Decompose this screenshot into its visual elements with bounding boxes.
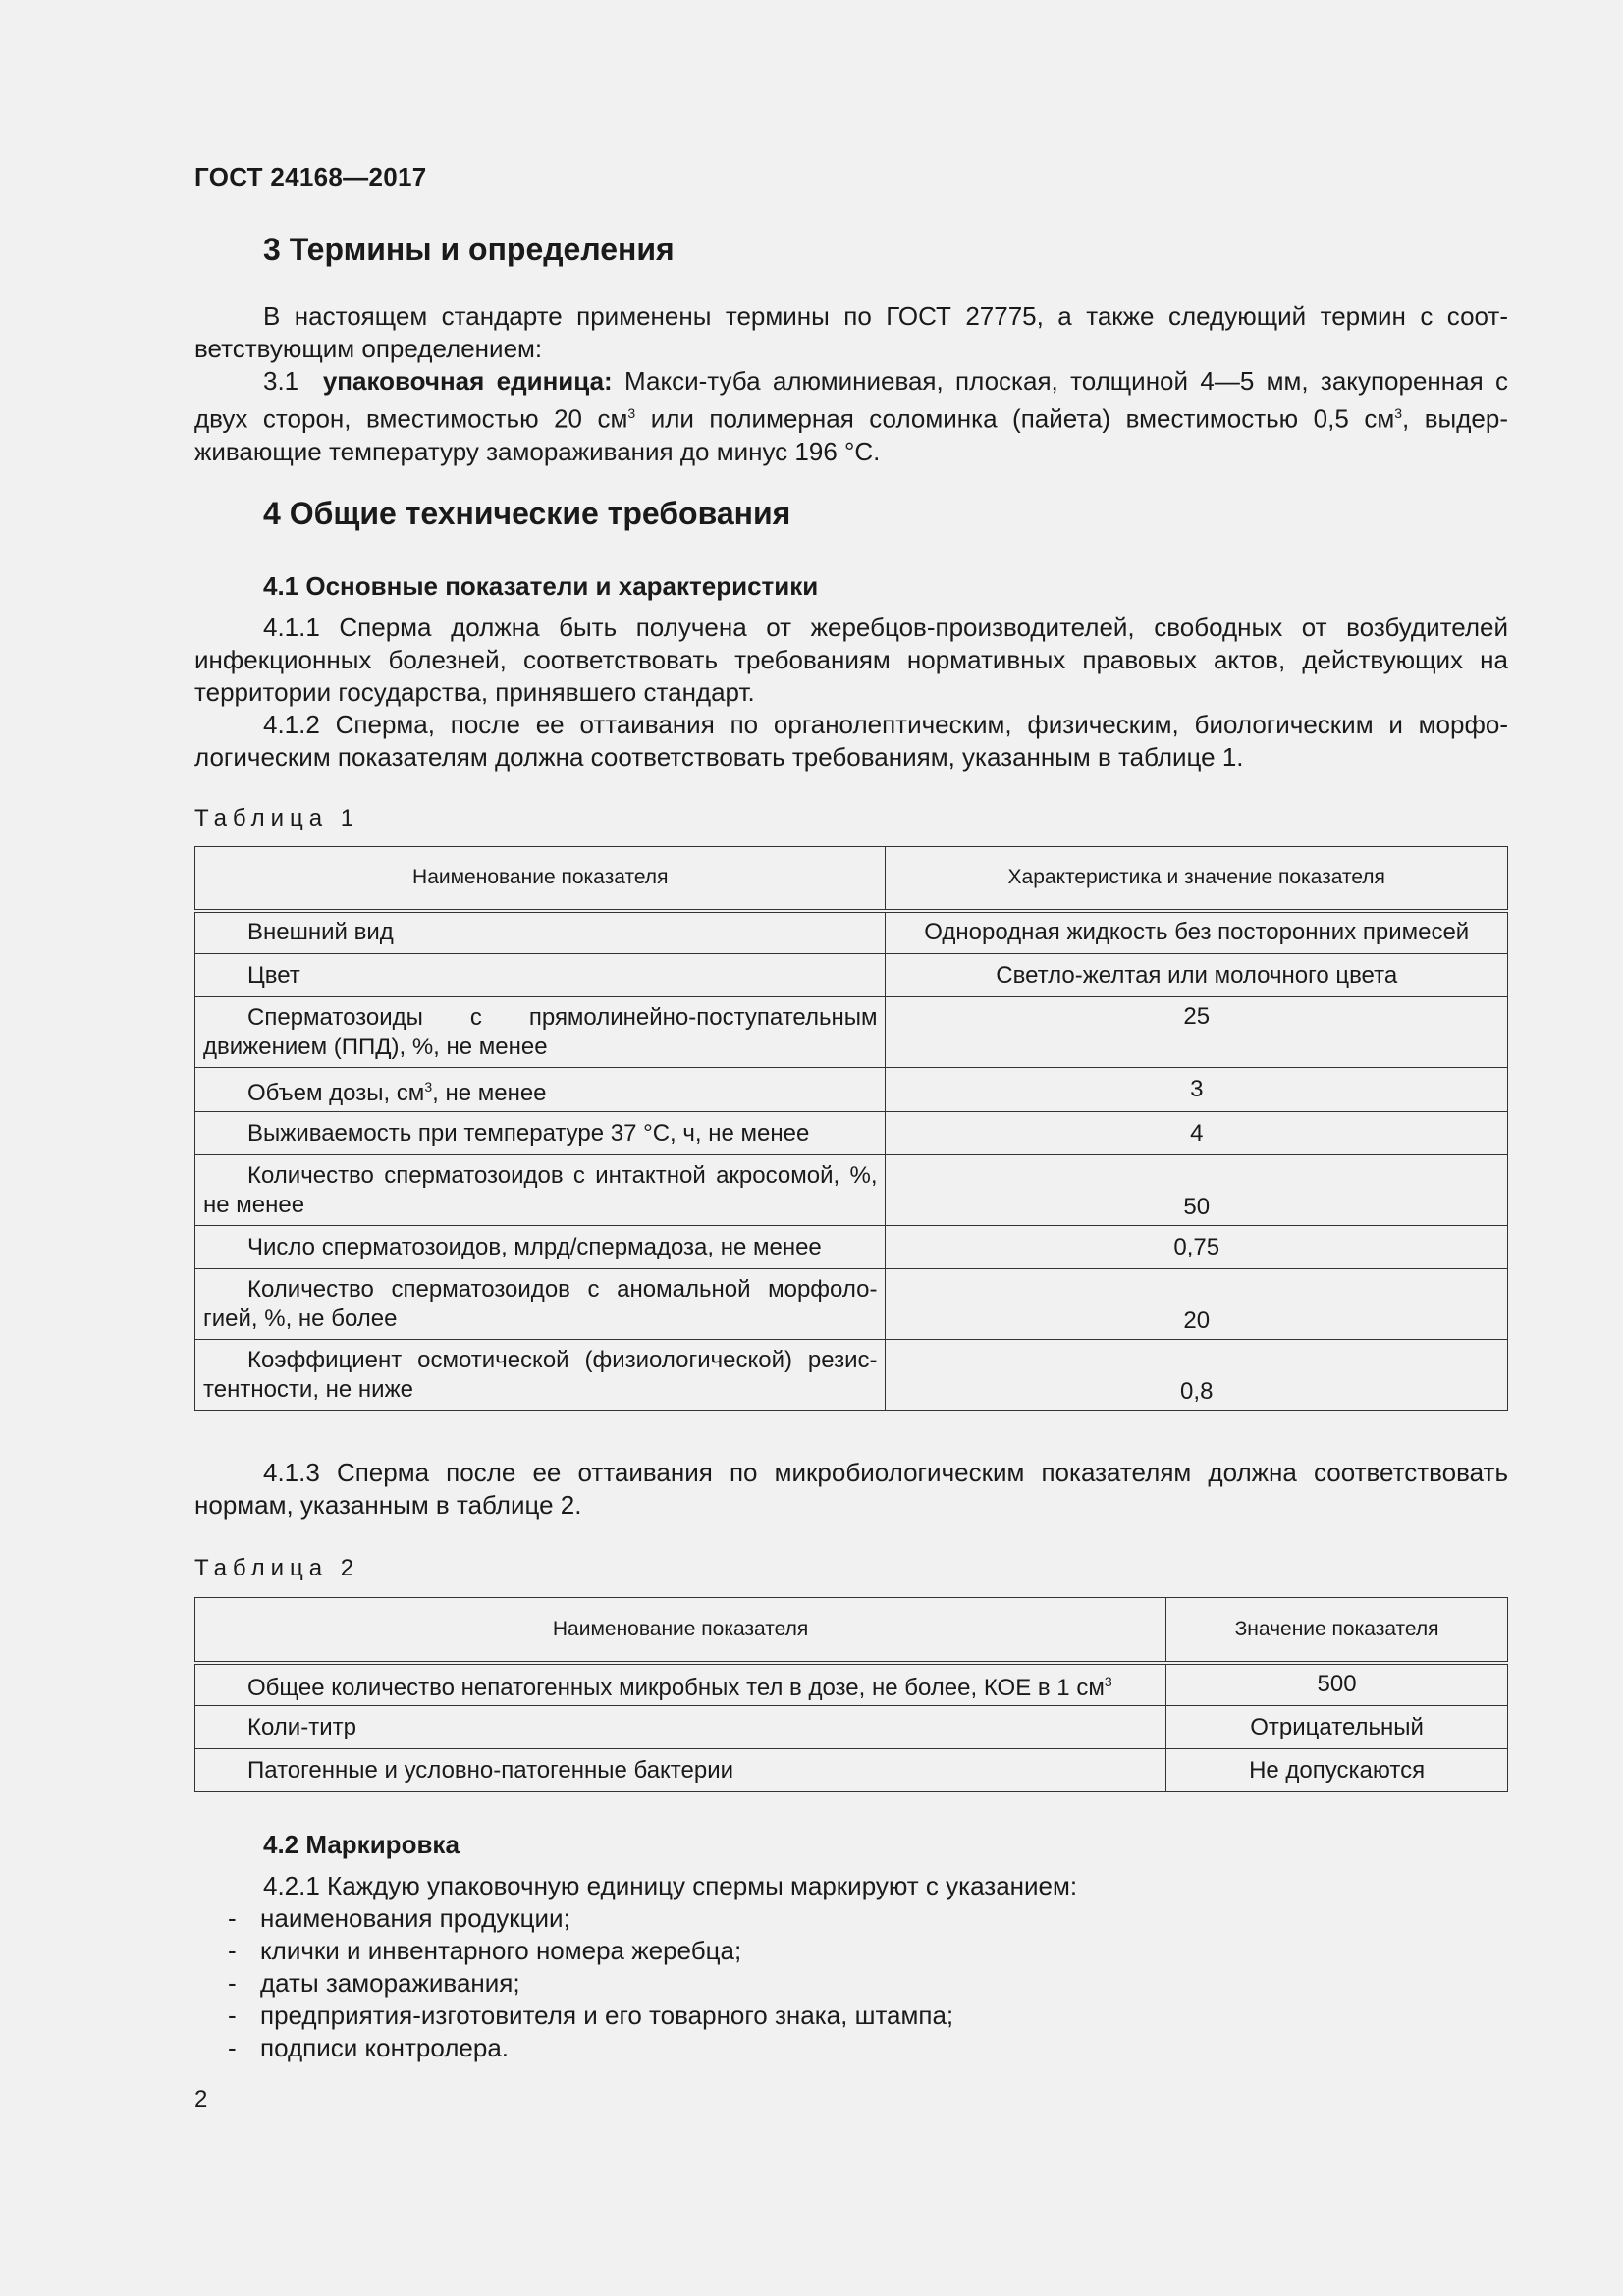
- row-name: Коэффициент осмотической (физиологической) резистентности, не ниже: [195, 1340, 886, 1411]
- document-header: ГОСТ 24168—2017: [194, 162, 427, 191]
- list-item: [228, 2032, 510, 2064]
- paragraph-4-2-1: 4.2.1 Каждую упаковочную единицу спермы маркируют с указанием:: [263, 1871, 1078, 1900]
- row-value: 3: [886, 1068, 1508, 1112]
- list-item-text: даты замораживания;: [260, 1968, 520, 1998]
- row-name-part: Общее количество непатогенных микробных тел в дозе, не более, КОЕ в 1 см: [247, 1674, 1105, 1701]
- list-item-text: подписи контролера.: [260, 2033, 510, 2062]
- table-row: [195, 1749, 1508, 1792]
- row-value: 4: [886, 1112, 1508, 1155]
- term-def-part-1: Макси-туба алюминиевая, плоская, толщиной 4—5 мм, закупоренная с двух сторон, вместимостью 20 см: [194, 366, 1509, 434]
- row-name: Внешний вид: [195, 911, 886, 954]
- table-2: [194, 1597, 1508, 1792]
- list-dash: -: [228, 2033, 237, 2062]
- paragraph-4-1-2: 4.1.2 Сперма, после ее оттаивания по органолептическим, физическим, биологическим и морфологическим показателям должна соответствовать требованиям, указанным в таблице 1.: [194, 710, 1508, 772]
- list-item: [228, 1902, 570, 1935]
- table-row: [195, 1112, 1508, 1155]
- list-dash: -: [228, 1968, 237, 1998]
- row-name: Патогенные и условно-патогенные бактерии: [195, 1749, 1166, 1792]
- row-name-sup: 3: [1104, 1673, 1112, 1689]
- section-3-intro: В настоящем стандарте применены термины по ГОСТ 27775, а также следующий термин с соответствующим определением:: [194, 301, 1508, 363]
- row-value: 0,75: [886, 1226, 1508, 1269]
- row-name: Коли-титр: [195, 1706, 1166, 1749]
- list-item: [228, 1967, 520, 2000]
- table-row: [195, 1663, 1508, 1706]
- table-row: [195, 997, 1508, 1068]
- table-1-header-row: [195, 847, 1508, 911]
- table-1: [194, 846, 1508, 1411]
- list-item-text: клички и инвентарного номера жеребца;: [260, 1936, 742, 1965]
- row-value: Отрицательный: [1166, 1706, 1508, 1749]
- row-value: 0,8: [886, 1340, 1508, 1411]
- list-item-text: предприятия-изготовителя и его товарного знака, штампа;: [260, 2001, 954, 2030]
- list-item-text: наименования продукции;: [260, 1903, 570, 1933]
- paragraph-4-1-3: 4.1.3 Сперма после ее оттаивания по микробиологическим показателям должна соответствовать нормам, указанным в таблице 2.: [194, 1458, 1508, 1520]
- row-name: [195, 1663, 1166, 1706]
- list-dash: -: [228, 1903, 237, 1933]
- section-3-title: 3 Термины и определения: [263, 232, 675, 267]
- table-2-header-name: Наименование показателя: [195, 1598, 1166, 1663]
- row-name: Сперматозоиды с прямолинейно-поступательным движением (ППД), %, не менее: [195, 997, 886, 1068]
- row-value: Не допускаются: [1166, 1749, 1508, 1792]
- row-value: 20: [886, 1269, 1508, 1340]
- paragraph-4-1-1: 4.1.1 Сперма должна быть получена от жеребцов-производителей, свободных от возбудителей инфекционных болезней, соответствовать требованиям нормативных правовых актов, действующих на территории государства, принявшего стандарт.: [194, 613, 1508, 707]
- row-name-part: Объем дозы, см: [247, 1079, 425, 1106]
- page-number: 2: [194, 2086, 208, 2112]
- row-value: 500: [1166, 1663, 1508, 1706]
- row-value: 25: [886, 997, 1508, 1068]
- list-item: [228, 2000, 954, 2032]
- row-value: Однородная жидкость без посторонних примесей: [886, 911, 1508, 954]
- row-name-part: , не менее: [432, 1079, 547, 1106]
- row-name: Число сперматозоидов, млрд/спермадоза, не менее: [195, 1226, 886, 1269]
- term-sup-1: 3: [627, 405, 636, 421]
- table-row: [195, 911, 1508, 954]
- table-1-caption: Таблица 1: [194, 805, 360, 831]
- term-def-part-2: или полимерная соломинка (пайета) вместимостью 0,5 см: [635, 403, 1395, 434]
- term-name: упаковочная единица:: [322, 366, 613, 396]
- section-4-title: 4 Общие технические требования: [263, 496, 791, 531]
- term-def-part-3: , выдерживающие температуру замораживания до минус 196 °С.: [194, 403, 1508, 466]
- row-name: Выживаемость при температуре 37 °С, ч, не менее: [195, 1112, 886, 1155]
- subsection-4-2-title: 4.2 Маркировка: [263, 1830, 460, 1859]
- table-row: [195, 1226, 1508, 1269]
- row-name: Количество сперматозоидов с интактной акросомой, %, не менее: [195, 1155, 886, 1226]
- row-name: Количество сперматозоидов с аномальной морфологией, %, не более: [195, 1269, 886, 1340]
- row-name-sup: 3: [424, 1078, 433, 1095]
- list-dash: -: [228, 2001, 237, 2030]
- table-1-header-value: Характеристика и значение показателя: [886, 847, 1508, 911]
- table-row: [195, 1706, 1508, 1749]
- table-row: [195, 1340, 1508, 1411]
- table-2-header-value: Значение показателя: [1166, 1598, 1508, 1663]
- row-value: 50: [886, 1155, 1508, 1226]
- term-number: 3.1: [263, 366, 299, 396]
- row-value: Светло-желтая или молочного цвета: [886, 954, 1508, 997]
- table-1-header-name: Наименование показателя: [195, 847, 886, 911]
- table-2-header-row: [195, 1598, 1508, 1663]
- list-item: [228, 1935, 742, 1967]
- table-row: [195, 1155, 1508, 1226]
- table-2-caption: Таблица 2: [194, 1555, 360, 1581]
- term-3-1: [194, 365, 1508, 468]
- table-row: [195, 1068, 1508, 1112]
- list-dash: -: [228, 1936, 237, 1965]
- subsection-4-1-title: 4.1 Основные показатели и характеристики: [263, 571, 819, 601]
- table-row: [195, 954, 1508, 997]
- row-name: Цвет: [195, 954, 886, 997]
- table-row: [195, 1269, 1508, 1340]
- row-name: [195, 1068, 886, 1112]
- term-sup-2: 3: [1394, 405, 1402, 421]
